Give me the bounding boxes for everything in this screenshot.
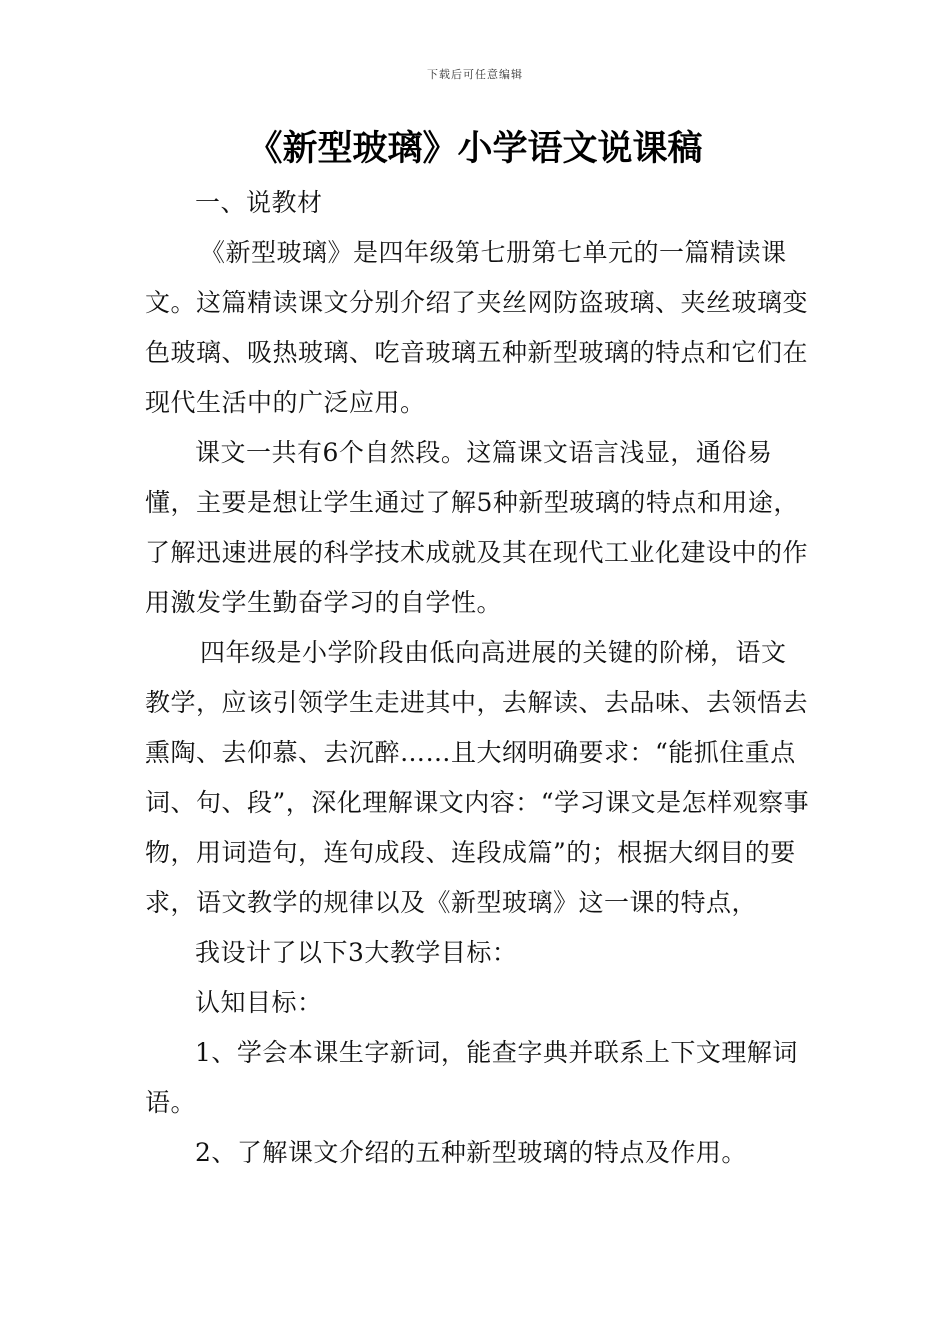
- paragraph-3: 四年级是小学阶段由低向高进展的关键的阶梯，语文教学，应该引领学生走进其中，去解读、去品味、去领悟去熏陶、去仰慕、去沉醉……且大纲明确要求：“能抓住重点词、句、段”，深化理解课文内容：“学习课文是怎样观察事物，用词造句，连句成段、连段成篇”的；根据大纲目的要求，语文教学的规律以及《新型玻璃》这一课的特点，: [145, 638, 810, 917]
- paragraph-1: 《新型玻璃》是四年级第七册第七单元的一篇精读课文。这篇精读课文分别介绍了夹丝网防盗玻璃、夹丝玻璃变色玻璃、吸热玻璃、吃音玻璃五种新型玻璃的特点和它们在现代生活中的广泛应用。: [145, 238, 809, 417]
- header-note: 下载后可任意编辑: [427, 68, 523, 81]
- paragraph-2: 课文一共有6个自然段。这篇课文语言浅显，通俗易懂，主要是想让学生通过了解5种新型玻璃的特点和用途，了解迅速进展的科学技术成就及其在现代工业化建设中的作用激发学生勤奋学习的自学性。: [145, 438, 809, 617]
- section-heading: 一、说教材: [195, 188, 323, 217]
- paragraph-7: 2、了解课文介绍的五种新型玻璃的特点及作用。: [195, 1138, 747, 1167]
- paragraph-5: 认知目标：: [195, 988, 323, 1017]
- document-title: 《新型玻璃》小学语文说课稿: [247, 129, 703, 169]
- paragraph-6: 1、学会本课生字新词，能查字典并联系上下文理解词语。: [145, 1038, 798, 1117]
- paragraph-4: 我设计了以下3大教学目标：: [195, 938, 518, 967]
- document-body: [145, 178, 810, 1178]
